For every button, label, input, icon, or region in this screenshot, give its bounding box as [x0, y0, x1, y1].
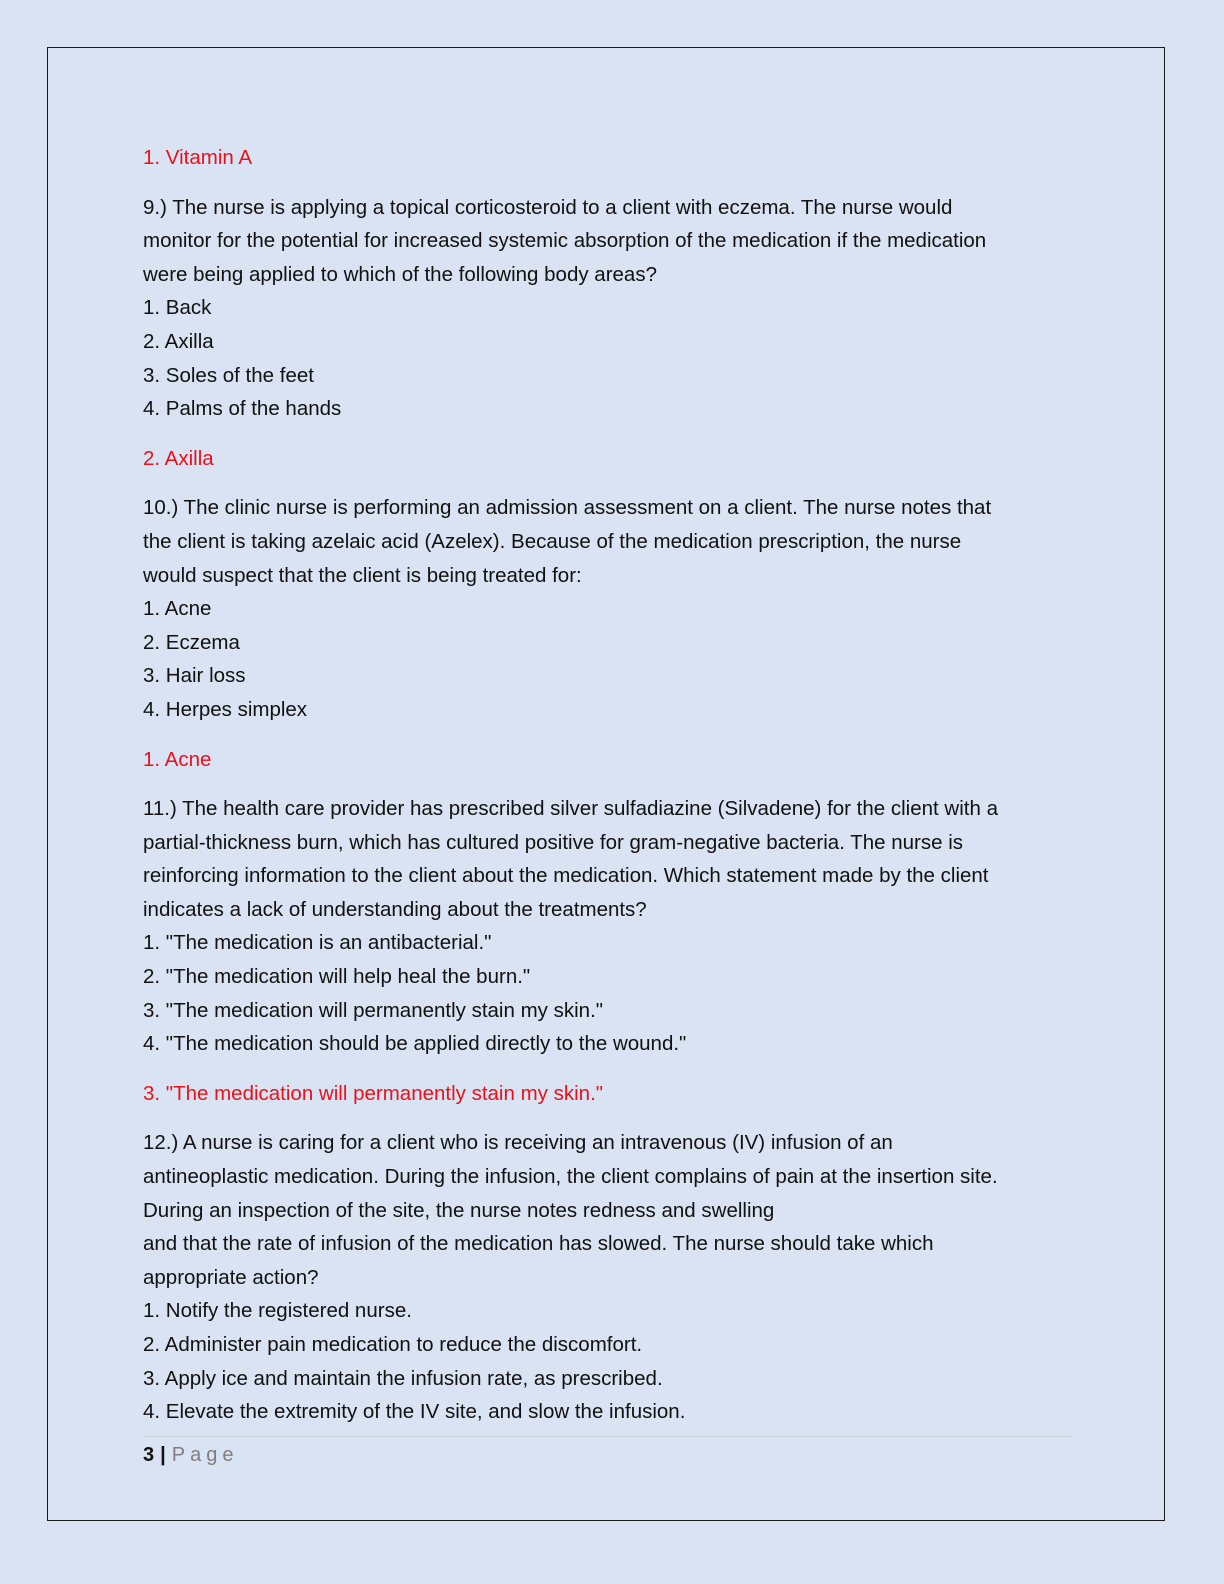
- answer-option: 3. Hair loss: [143, 664, 246, 688]
- question-10: [143, 491, 1083, 726]
- page-label: Page: [171, 1444, 239, 1466]
- question-text-line: the client is taking azelaic acid (Azelex). Because of the medication prescription, the nurse: [143, 529, 962, 553]
- answer-q9: 2. Axilla: [143, 446, 214, 470]
- question-text-line: 11.) The health care provider has prescribed silver sulfadiazine (Silvadene) for the client with a: [143, 797, 998, 821]
- question-text-line: 9.) The nurse is applying a topical corticosteroid to a client with eczema. The nurse would: [143, 195, 953, 219]
- answer-option: 2. "The medication will help heal the burn.": [143, 965, 531, 989]
- question-text-line: reinforcing information to the client about the medication. Which statement made by the client: [143, 864, 989, 888]
- answer-option: 3. "The medication will permanently stain my skin.": [143, 998, 604, 1022]
- question-text-line: monitor for the potential for increased systemic absorption of the medication if the medication: [143, 229, 987, 253]
- page-number: 3: [143, 1444, 155, 1466]
- answer-option: 1. Back: [143, 296, 212, 320]
- question-text-line: and that the rate of infusion of the medication has slowed. The nurse should take which: [143, 1232, 934, 1256]
- answer-option: 2. Axilla: [143, 329, 214, 353]
- answer-option: 4. Herpes simplex: [143, 697, 308, 721]
- document-body: [143, 141, 1083, 1445]
- answer-option: 2. Administer pain medication to reduce the discomfort.: [143, 1333, 643, 1356]
- answer-option: 1. Acne: [143, 597, 212, 621]
- question-text-line: During an inspection of the site, the nurse notes redness and swelling: [143, 1198, 775, 1222]
- answer-option: 3. Soles of the feet: [143, 363, 314, 387]
- question-text-line: appropriate action?: [143, 1265, 319, 1289]
- question-text-line: were being applied to which of the following body areas?: [143, 262, 657, 286]
- answer-option: 2. Eczema: [143, 630, 240, 654]
- answer-q11: 3. "The medication will permanently stain my skin.": [143, 1081, 604, 1105]
- question-11: [143, 792, 1083, 1061]
- answer-option: 1. Notify the registered nurse.: [143, 1299, 412, 1323]
- question-text-line: 12.) A nurse is caring for a client who is receiving an intravenous (IV) infusion of an: [143, 1131, 893, 1155]
- question-text-line: 10.) The clinic nurse is performing an admission assessment on a client. The nurse notes that: [143, 496, 992, 520]
- answer-q10: 1. Acne: [143, 747, 212, 771]
- question-text-line: would suspect that the client is being treated for:: [143, 563, 582, 587]
- question-text-line: antineoplastic medication. During the infusion, the client complains of pain at the insertion site.: [143, 1165, 998, 1189]
- footer-separator: |: [160, 1444, 166, 1466]
- answer-option: 3. Apply ice and maintain the infusion rate, as prescribed.: [143, 1366, 663, 1390]
- answer-option: 4. Palms of the hands: [143, 397, 342, 421]
- question-12: [143, 1126, 1083, 1428]
- page-footer: [143, 1436, 1073, 1469]
- answer-option: 1. "The medication is an antibacterial.": [143, 931, 492, 955]
- question-text-line: partial-thickness burn, which has cultured positive for gram-negative bacteria. The nurse is: [143, 830, 964, 854]
- answer-option: 4. Elevate the extremity of the IV site, and slow the infusion.: [143, 1400, 686, 1424]
- question-9: [143, 191, 1083, 426]
- question-text-line: indicates a lack of understanding about the treatments?: [143, 897, 647, 921]
- answer-q8: 1. Vitamin A: [143, 146, 253, 169]
- answer-option: 4. "The medication should be applied directly to the wound.": [143, 1032, 687, 1056]
